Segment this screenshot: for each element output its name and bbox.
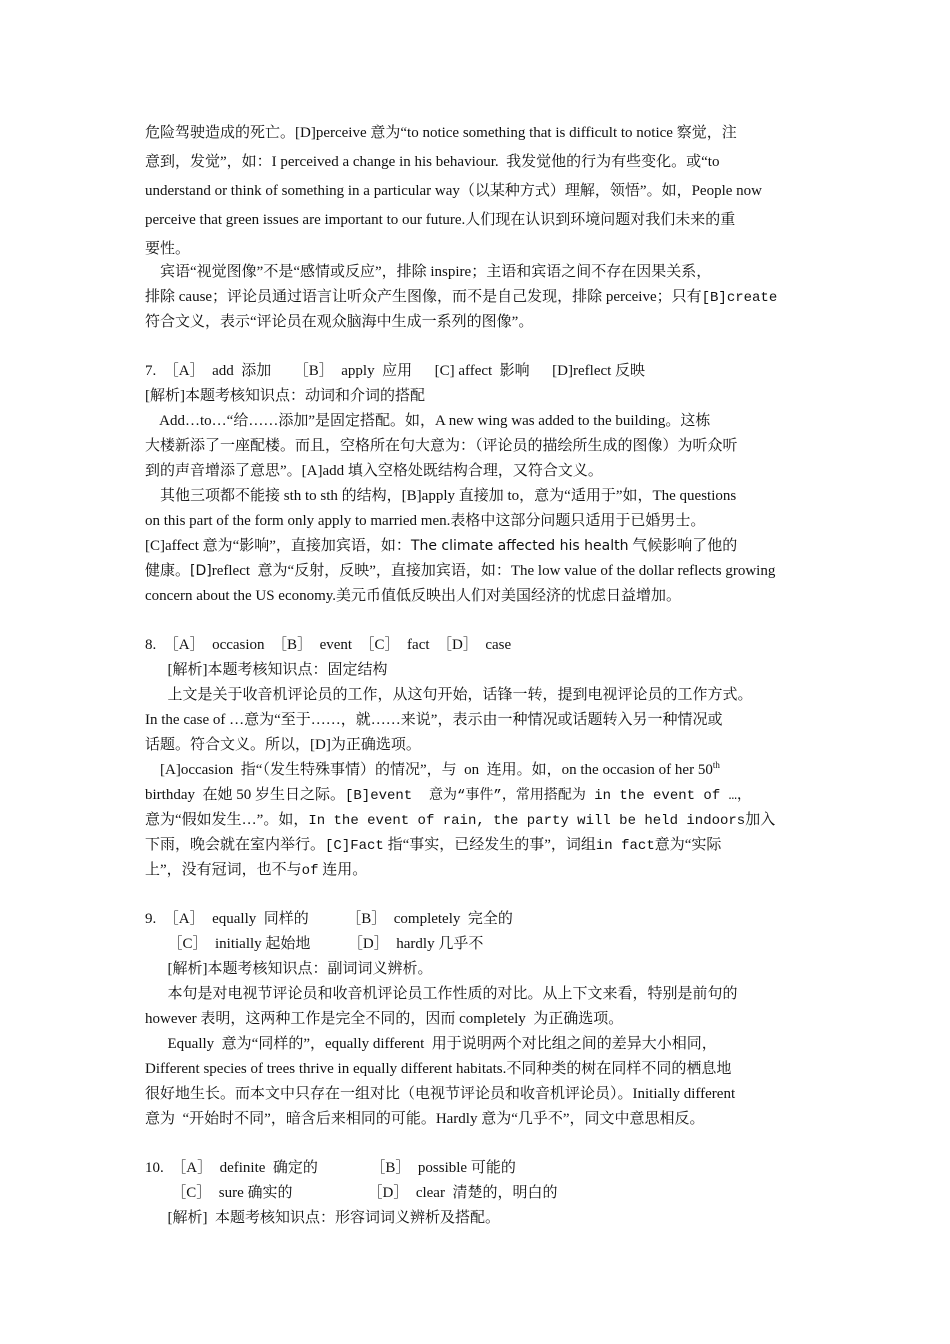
- q8-text: 加入: [745, 812, 776, 828]
- q8-paragraph-line: [145, 760, 720, 784]
- q8-text: birthday 在她 50 岁生日之际。: [145, 787, 345, 803]
- q7-paragraph-line: concern about the US economy.美元币值低反映出人们对美国经济的忧虑日益增加。: [145, 588, 682, 604]
- q9-paragraph-line: however 表明，这两种工作是完全不同的，因而 completely 为正确选项。: [145, 1011, 624, 1027]
- q9-paragraph-line: 意为 “开始时不同”，暗含后来相同的可能。Hardly 意为“几乎不”，同文中意思相反。: [145, 1111, 705, 1127]
- intro-text: 排除 cause；评论员通过语言让听众产生图像，而不是自己发现，排除 perceive；只有: [145, 289, 702, 305]
- q8-options: 8. ［A］ occasion ［B］ event ［C］ fact ［D］ case: [145, 637, 512, 653]
- q9-analysis-heading: [解析]本题考核知识点：副词词义辨析。: [145, 961, 433, 977]
- q8-text: 连用。: [318, 862, 368, 878]
- q8-code: of: [301, 863, 319, 879]
- q7-paragraph-line: Add…to…“给……添加”是固定搭配。如，A new wing was added to the building。这栋: [145, 413, 711, 429]
- q7-paragraph-line: [145, 536, 737, 560]
- q10-analysis-heading: [解析] 本题考核知识点：形容词词义辨析及搭配。: [145, 1210, 500, 1226]
- q9-paragraph-line: Different species of trees thrive in equally different habitats.不同种类的树在同样不同的栖息地: [145, 1061, 732, 1077]
- q8-text: 下雨，晚会就在室内举行。: [145, 837, 326, 853]
- q8-paragraph-line: [145, 860, 367, 884]
- q8-code: [B]event 意为“事件”，常用搭配为 in the event of …，: [345, 788, 752, 804]
- q7-paragraph-line: 大楼新添了一座配楼。而且，空格所在句大意为：（评论员的描绘所生成的图像）为听众听: [145, 438, 738, 454]
- intro-line: perceive that green issues are important to our future.人们现在认识到环境问题对我们未来的重: [145, 212, 736, 228]
- intro-code: [B]create: [701, 290, 778, 306]
- q8-paragraph-line: In the case of …意为“至于……，就……来说”，表示由一种情况或话题转入另一种情况或: [145, 712, 723, 728]
- q7-label: [D]: [190, 563, 212, 579]
- q8-text: 意为“实际: [654, 837, 722, 853]
- intro-line: 要性。: [145, 241, 191, 257]
- q7-paragraph-line: 其他三项都不能接 sth to sth 的结构，[B]apply 直接加 to，意为“适用于”如，The questions: [145, 488, 737, 504]
- q10-options: ［C］ sure 确实的 ［D］ clear 清楚的，明白的: [145, 1185, 558, 1201]
- q7-paragraph-line: 到的声音增添了意思”。[A]add 填入空格处既结构合理，又符合文义。: [145, 463, 603, 479]
- q7-text: 气候影响了他的: [628, 538, 738, 554]
- q8-analysis-heading: [解析]本题考核知识点：固定结构: [145, 662, 388, 678]
- q7-example: The climate affected his health: [410, 538, 629, 554]
- q7-paragraph-line: on this part of the form only apply to married men.表格中这部分问题只适用于已婚男士。: [145, 513, 706, 529]
- q7-text: 健康。: [145, 563, 191, 579]
- q8-text: 上”，没有冠词，也不与: [145, 862, 302, 878]
- q8-code: in fact: [595, 838, 655, 854]
- q8-code: In the event of rain, the party will be held indoors: [308, 813, 746, 829]
- q8-text: 意为“假如发生…”。如，: [145, 812, 309, 828]
- intro-line: 符合文义，表示“评论员在观众脑海中生成一系列的图像”。: [145, 314, 534, 330]
- intro-line: [145, 287, 777, 311]
- q9-options: 9. ［A］ equally 同样的 ［B］ completely 完全的: [145, 911, 513, 927]
- q8-paragraph-line: [145, 835, 721, 859]
- q9-paragraph-line: 本句是对电视节评论员和收音机评论员工作性质的对比。从上下文来看，特别是前句的: [145, 986, 738, 1002]
- q8-paragraph-line: [145, 785, 751, 809]
- q10-options: 10. ［A］ definite 确定的 ［B］ possible 可能的: [145, 1160, 516, 1176]
- q9-options: ［C］ initially 起始地 ［D］ hardly 几乎不: [145, 936, 484, 952]
- q7-paragraph-line: [145, 561, 775, 585]
- q9-paragraph-line: 很好地生长。而本文中只存在一组对比（电视节评论员和收音机评论员）。Initially different: [145, 1086, 736, 1102]
- q9-paragraph-line: Equally 意为“同样的”，equally different 用于说明两个对比组之间的差异大小相同，: [145, 1036, 717, 1052]
- q8-paragraph-line: 上文是关于收音机评论员的工作，从这句开始，话锋一转，提到电视评论员的工作方式。: [145, 687, 753, 703]
- q8-paragraph-line: 话题。符合文义。所以，[D]为正确选项。: [145, 737, 421, 753]
- q8-text: [A]occasion 指“（发生特殊事情）的情况”，与 on 连用。如，on the occasion of her 50: [145, 762, 713, 778]
- q7-analysis-heading: [解析]本题考核知识点：动词和介词的搭配: [145, 388, 425, 404]
- q7-text: [C]affect 意为“影响”，直接加宾语，如：: [145, 538, 411, 554]
- intro-line: understand or think of something in a particular way（以某种方式）理解，领悟”。如，People now: [145, 183, 762, 199]
- q8-paragraph-line: [145, 810, 775, 834]
- q8-text: 指“事实，已经发生的事”，词组: [383, 837, 596, 853]
- intro-line: 意到，发觉”，如：I perceived a change in his behaviour. 我发觉他的行为有些变化。或“to: [145, 154, 720, 170]
- q7-text: reflect 意为“反射，反映”，直接加宾语，如：The low value of the dollar reflects growing: [211, 563, 776, 579]
- q8-code: [C]Fact: [325, 838, 384, 854]
- intro-line: 宾语“视觉图像”不是“感情或反应”，排除 inspire；主语和宾语之间不存在因果关系，: [145, 264, 712, 280]
- q7-options: 7. ［A］ add 添加 ［B］ apply 应用 [C] affect 影响 [D]reflect 反映: [145, 363, 646, 379]
- q8-superscript: th: [712, 760, 720, 770]
- intro-line: 危险驾驶造成的死亡。[D]perceive 意为“to notice something that is difficult to notice 察觉，注: [145, 125, 737, 141]
